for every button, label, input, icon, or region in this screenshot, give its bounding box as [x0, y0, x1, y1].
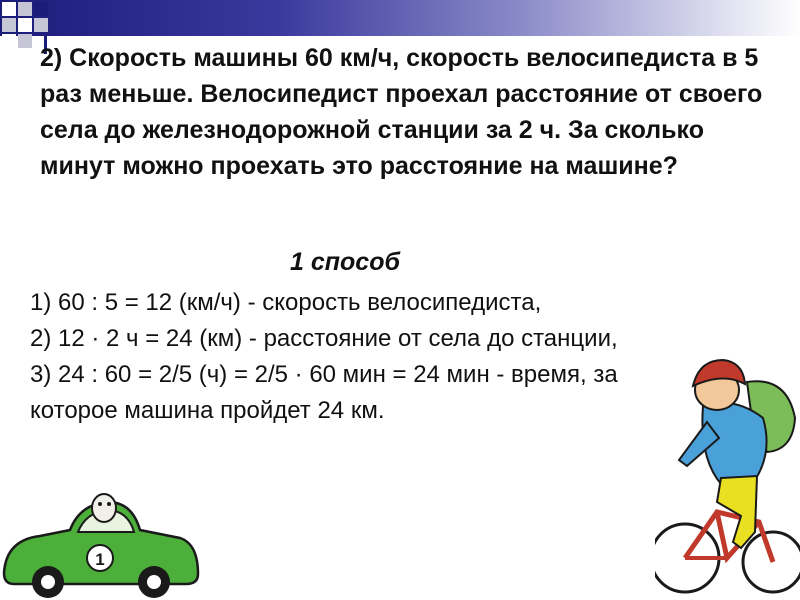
method-title: 1 способ	[290, 248, 400, 276]
problem-statement: 2) Скорость машины 60 км/ч, скорость велосипедиста в 5 раз меньше. Велосипедист проехал расстояние от своего села до железнодорожной станции за 2 ч. За сколько минут можно проехать это расстояние на машине?	[40, 44, 763, 180]
solution-step-3: 3) 24 : 60 = 2/5 (ч) = 2/5 · 60 мин = 24 мин - время, за которое машина пройдет 24 км.	[30, 361, 618, 424]
race-car-illustration	[0, 478, 200, 600]
header-gradient-bar	[0, 0, 800, 36]
car-number: 1	[95, 550, 105, 569]
solution-step-1: 1) 60 : 5 = 12 (км/ч) - скорость велосипедиста,	[30, 289, 542, 316]
solution-step-2: 2) 12 · 2 ч = 24 (км) - расстояние от села до станции,	[30, 325, 618, 352]
cyclist-illustration	[655, 352, 800, 600]
solution-steps	[30, 285, 670, 429]
